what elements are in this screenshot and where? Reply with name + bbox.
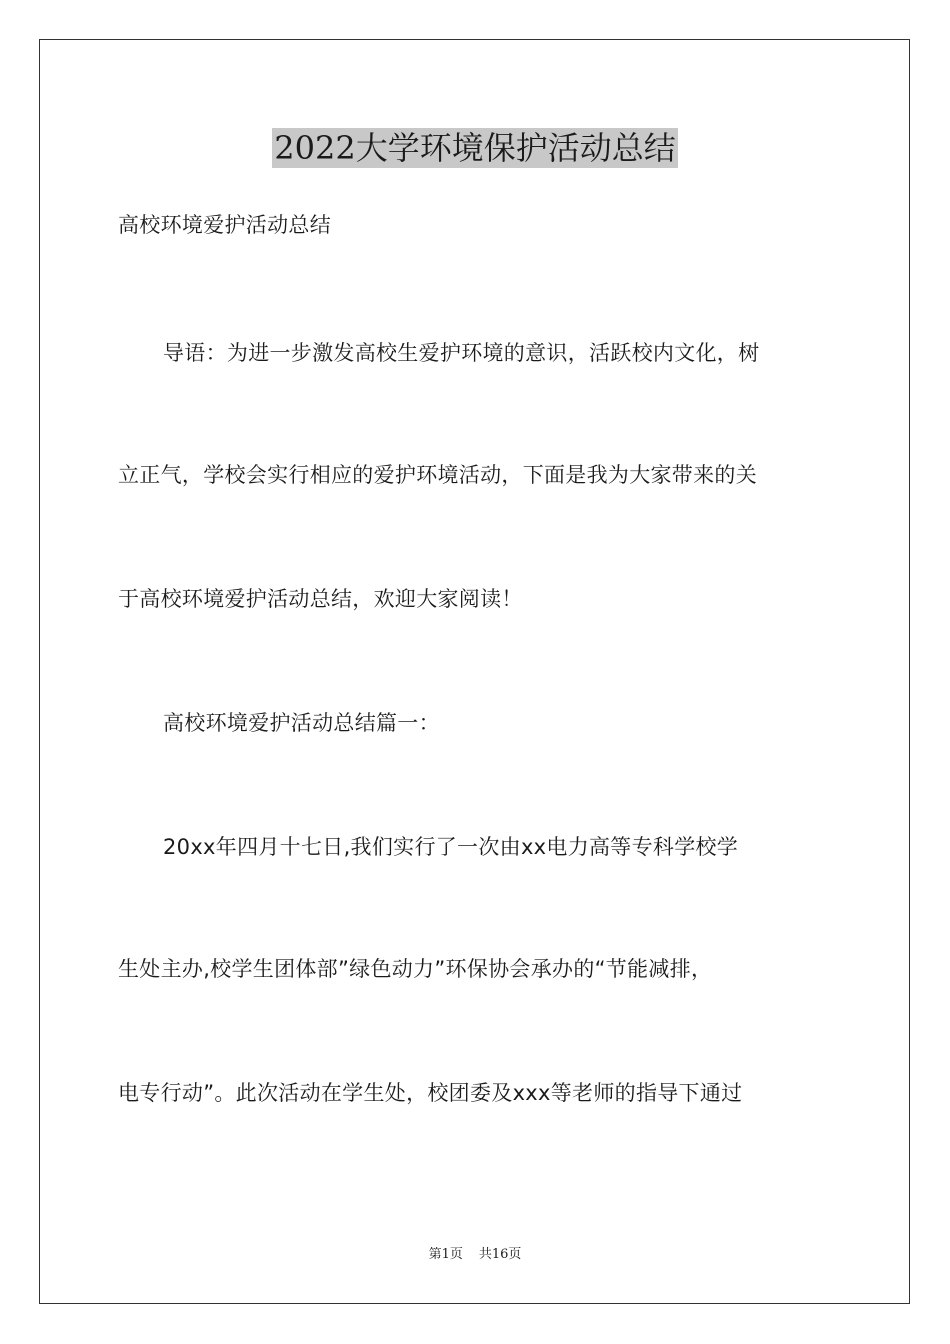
paragraph-line: 生处主办,校学生团体部”绿色动力”环保协会承办的“节能减排，: [118, 957, 713, 981]
title-container: [0, 128, 950, 168]
paragraph-line: 20xx年四月十七日,我们实行了一次由xx电力高等专科学校学: [163, 835, 739, 859]
subtitle-line: 高校环境爱护活动总结: [118, 213, 331, 237]
page-footer: [0, 1246, 950, 1264]
paragraph-line: 导语：为进一步激发高校生爱护环境的意识，活跃校内文化，树: [163, 341, 760, 365]
page-total: 共16页: [478, 1247, 522, 1262]
document-title: 2022大学环境保护活动总结: [274, 129, 676, 167]
section-heading: 高校环境爱护活动总结篇一：: [163, 711, 440, 735]
paragraph-line: 立正气，学校会实行相应的爱护环境活动，下面是我为大家带来的关: [118, 463, 757, 487]
page-number: 第1页: [428, 1247, 463, 1262]
paragraph-line: 于高校环境爱护活动总结，欢迎大家阅读！: [118, 587, 523, 611]
paragraph-line: 电专行动”。此次活动在学生处，校团委及xxx等老师的指导下通过: [118, 1081, 743, 1105]
